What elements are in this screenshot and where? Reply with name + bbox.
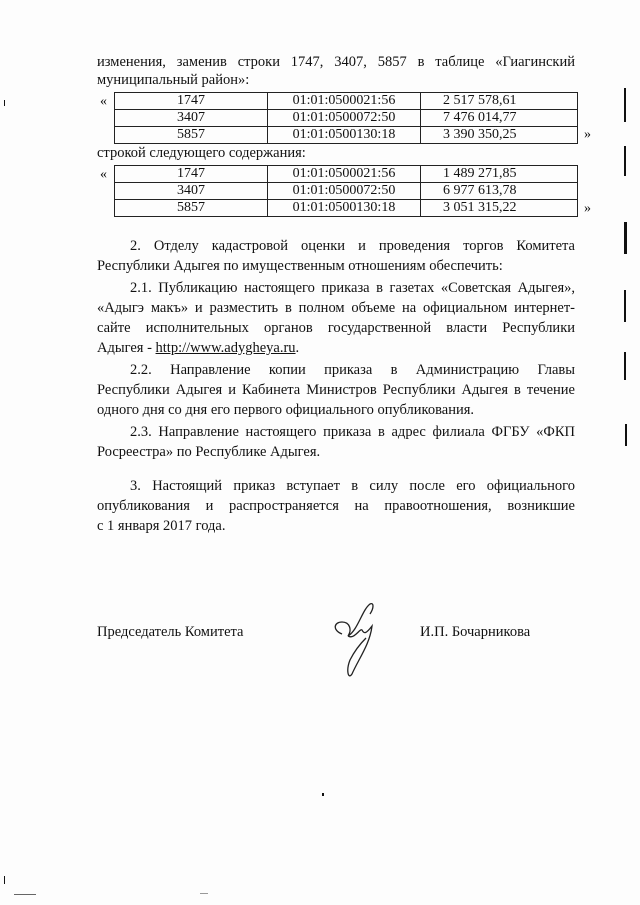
replace-text: строкой следующего содержания: — [97, 145, 306, 161]
p21-line-2: «Адыгэ макъ» и разместить в полном объеме на официальном интернет- — [97, 300, 575, 316]
p2-line-1: 2. Отделу кадастровой оценки и проведения торгов Комитета — [130, 238, 575, 254]
p3-line-1: 3. Настоящий приказ вступает в силу после его официального — [130, 478, 575, 494]
table-row — [115, 166, 578, 183]
p22-line-1: 2.2. Направление копии приказа в Администрацию Главы — [130, 362, 575, 378]
table-row — [115, 127, 578, 144]
cadastral-value-cell: 3 390 350,25 — [421, 127, 578, 144]
p3-line-2: опубликования и распространяется на правоотношения, возникшие — [97, 498, 575, 514]
p21-line-4 — [97, 340, 299, 357]
scan-mark — [624, 290, 626, 322]
p2-line-2: Республики Адыгея по имущественным отношениям обеспечить: — [97, 258, 503, 274]
intro-line-2: муниципальный район»: — [97, 72, 250, 88]
p21-line-4-suffix: . — [295, 340, 300, 356]
scan-mark — [14, 894, 36, 895]
cadastral-number-cell: 01:01:0500130:18 — [268, 127, 421, 144]
handwritten-signature — [328, 600, 388, 682]
p3-line-3: с 1 января 2017 года. — [97, 518, 226, 534]
cadastral-number-cell: 01:01:0500130:18 — [268, 200, 421, 217]
cadastral-number-cell: 01:01:0500072:50 — [268, 183, 421, 200]
scan-mark — [624, 146, 626, 176]
p21-line-4-prefix: Адыгея - — [97, 340, 156, 356]
scan-mark — [4, 100, 5, 106]
signatory-name: И.П. Бочарникова — [420, 624, 531, 640]
p23-line-1: 2.3. Направление настоящего приказа в адрес филиала ФГБУ «ФКП — [130, 424, 575, 440]
row-number-cell: 5857 — [115, 200, 268, 217]
signatory-position: Председатель Комитета — [97, 624, 244, 640]
cadastral-value-cell: 2 517 578,61 — [421, 93, 578, 110]
row-number-cell: 5857 — [115, 127, 268, 144]
table-row — [115, 183, 578, 200]
table-row — [115, 110, 578, 127]
cadastral-value-cell: 1 489 271,85 — [421, 166, 578, 183]
table-old — [114, 92, 578, 144]
scan-mark — [624, 88, 626, 122]
scan-mark — [624, 352, 626, 380]
cadastral-number-cell: 01:01:0500021:56 — [268, 93, 421, 110]
scan-mark — [624, 222, 627, 254]
table-new — [114, 165, 578, 217]
intro-line-1: изменения, заменив строки 1747, 3407, 5857 в таблице «Гиагинский — [97, 54, 575, 70]
scan-mark — [625, 424, 627, 446]
cadastral-number-cell: 01:01:0500021:56 — [268, 166, 421, 183]
cadastral-value-cell: 7 476 014,77 — [421, 110, 578, 127]
scan-mark — [200, 893, 208, 894]
table-old-open-quote: « — [100, 94, 107, 109]
table-new-close-quote: » — [584, 201, 591, 216]
cadastral-value-cell: 3 051 315,22 — [421, 200, 578, 217]
table-row — [115, 200, 578, 217]
p23-line-2: Росреестра» по Республике Адыгея. — [97, 444, 321, 460]
p22-line-2: Республики Адыгея и Кабинета Министров Республики Адыгея в течение — [97, 382, 575, 398]
adygheya-link[interactable]: http://www.adygheya.ru — [155, 340, 296, 356]
row-number-cell: 1747 — [115, 93, 268, 110]
p21-line-3: сайте исполнительных органов государственной власти Республики — [97, 320, 575, 336]
p22-line-3: одного дня со дня его первого официального опубликования. — [97, 402, 475, 418]
scan-mark — [322, 793, 324, 796]
scan-mark — [4, 876, 5, 884]
cadastral-number-cell: 01:01:0500072:50 — [268, 110, 421, 127]
table-row — [115, 93, 578, 110]
row-number-cell: 3407 — [115, 183, 268, 200]
table-old-close-quote: » — [584, 127, 591, 142]
row-number-cell: 1747 — [115, 166, 268, 183]
row-number-cell: 3407 — [115, 110, 268, 127]
cadastral-value-cell: 6 977 613,78 — [421, 183, 578, 200]
table-new-open-quote: « — [100, 167, 107, 182]
p21-line-1: 2.1. Публикацию настоящего приказа в газетах «Советская Адыгея», — [130, 280, 575, 296]
